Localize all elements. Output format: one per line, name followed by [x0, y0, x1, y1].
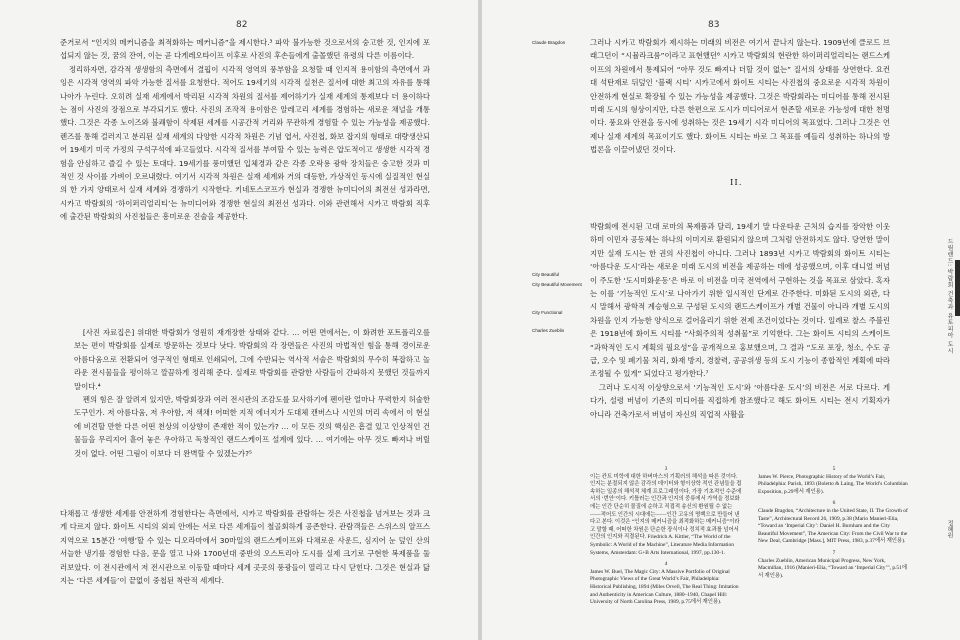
footnote-number: 7	[832, 549, 836, 556]
paragraph: 박람회에 전시된 고대 로마의 복제품과 달리, 19세기 말 다운타운 근처의 습지를 장악한 이웃하미 이민자 공동체는 하나의 이미지로 환원되지 않으며 그처럼 안전하지도 않다. 당연한 말이지만 실재 도시는 한 권의 사진첩이 아니다. 그러나 1893년 시카고 박람회의 화이트 시티는 ‘아름다운 도시’라는 새로운 미래 도시의 비전을 제공하는 데에 성공했으며, 이후 대니얼 버넘이 주도한 ‘도시미화운동’은 바로 이 비전을 미국 전역에서 구현하는 것을 목표로 삼았다. 혹자는 이를 ‘기능적인 도시’로 나아가기 위한 일시적인 단계로 간주한다. 미화된 도시의 외관, 다시 말해서 광학적 계승형으로 구성된 도시의 랜드스케이프가 개별 건물이 아니라 개별 도시의 차원을 인지 가능한 양식으로 걸어올리기 위한 전제 조건이었다는 것이다. 일례로 찰스 주블린은 1918년에 화이트 시티를 “사회주의적 성취물”로 기억한다. 그는 화이트 시티의 스케이트 “과학적인 도시 계획의 필요성”을 공개적으로 홍보했으며, 그 결과 “도로 포장, 청소, 수도 공급, 오수 및 폐기물 처리, 화재 방지, 경찰력, 공공위생 등의 도시 기능이 종합적인 계획에 따라 조정될 수 있게” 되었다고 평가한다.⁷	[590, 222, 890, 379]
footnote-text: Claude Bragdon, “Architecture in the United State, II. The Growth of Taste”, Architectural Record 26, 1909, p.38 (Mario Manieri-Elia, “Toward an ‘Imperial City’: Daniel H. Burnham and the City Beautiful Movement”, The American City: From the Civil War to the New Deal, Cambridge [Mass.], MIT Press, 1983, p.37에서 재인용).	[758, 507, 908, 545]
footnote-text: Charles Zueblin, American Municipal Progress, New York, Macmillan, 1916 (Manieri-Elia, “Toward an ‘Imperial City’”, p.51에서 재인용).	[758, 557, 907, 579]
paragraph: 정리하자면, 감각적 생생함의 측면에서 결핍이 시각적 영역의 풍부함을 요청할 때 인지적 용이함의 측면에서 과잉은 시각적 영역의 파악 가능한 질서를 요청한다. 적어도 19세기의 시각적 실천은 질서에 대한 최고의 자유를 통해 나아가 누린다. 오히려 실재 세계에서 박리된 시각적 차원의 질서를 제어하기가 실재 세계의 통제보다 더 용이하다는 점이 사진의 장점으로 부각되기도 했다. 사진의 조작적 용이함은 알레고리 세계를 경험하는 새로운 채널을 개통했다. 그것은 각종 노이즈와 불쾌함이 삭제된 세계를 시공간적 거리와 무관하게 경험할 수 있는 가능성을 제공했다. 렌즈를 통해 걸러지고 분리된 실재 세계의 다양한 시각적 차원은 기념 엽서, 사진첩, 화보 잡지의 형태로 대량생산되어 19세기 미국 가정의 구석구석에 파고들었다. 시각적 질서를 부여할 수 있는 능력은 압도적이고 생생한 시각적 경험을 안심하고 즐길 수 있는 토대다. 19세기를 풍미했던 입체경과 같은 각종 오락용 광학 장치들은 숭고한 것과 미적인 것 사이를 가벼이 오르내렸다. 여기서 시각적 차원은 실재 세계와 거의 대등한, 가상적인 동시에 실질적인 현실의 한 가지 양태로서 실재 세계와 경쟁하기 시작한다. 키네토스코프가 현실과 경쟁한 뉴미디어의 최전선 성과라면, 시카고 박람회의 ‘하이퍼리얼리티’는 뉴미디어와 경쟁한 현실의 최전선 성과다. 이와 관련해서 시카고 박람회 직후에 출간된 박람회의 사진첩들은 흥미로운 진술을 제공한다.	[60, 64, 430, 222]
footnote-number: 6	[832, 500, 836, 507]
margin-note: Claude Bragdon	[532, 40, 566, 45]
margin-note: City Beautiful	[532, 272, 560, 277]
block-quote	[74, 326, 430, 460]
left-page-number: 82	[236, 20, 248, 30]
footnote-number: 5	[832, 466, 836, 472]
quote-paragraph: 펜의 힘은 잘 알려져 있지만, 박람회장과 여러 전시관의 조감도를 묘사하기에 펜이란 얼마나 무력한지 허술한 도구인가. 저 아름다움, 저 우아함, 저 색채! 어떠한 지적 에너지가 도대체 캔버스나 시인의 머리 속에서 이 현실에 비견할 만한 다른 어떤 천상의 이상향이 존재한 적이 있는가? … 이 모든 것의 핵심은 흠결 있고 인상적인 건물들을 무리지어 흩어 놓은 우아하고 독창적인 랜드스케이프 설계에 있다. … 여기에는 아무 것도 빠져나 버릴 것이 없다. 어떤 그림이 이보다 더 완벽할 수 있겠는가?⁵	[74, 395, 430, 458]
paragraph: 준거로서 “인지의 메커니즘을 최적화하는 메커니즘”을 제시한다.³ 파악 불가능한 것으로서의 숭고한 것, 인지에 포섭되지 않는 것, 꿈의 잔여, 이는 곧 다게레오타이프 이후로 사진의 후손들에게 출몰했던 유령의 다른 이름이다.	[60, 38, 430, 61]
margin-note: City Functional	[532, 310, 563, 315]
left-page	[0, 0, 478, 640]
right-page	[482, 0, 960, 640]
quote-paragraph: [사진 자료집은] 위대한 박람회가 영원히 재개장한 상태와 같다. … 어떤 면에서는, 이 화려한 포트폴리오를 보는 편이 박람회를 실제로 방문하는 것보다 낫다. 박람회의 각 장면들은 사진의 마법적인 힘을 통해 경이로운 아름다움으로 전환되어 영구적인 형태로 인쇄되어, 그에 수반되는 역사적 서술은 박람회의 무수히 복잡하고 놀라운 전시물들을 평이하고 깔끔하게 정리해 준다. 실제로 박람회를 관람한 사람들이 간파하지 못했던 것들까지 말이다.⁴	[74, 328, 430, 391]
left-tail-text	[60, 507, 430, 587]
footnote-number: 4	[664, 561, 668, 568]
left-main-text	[60, 36, 430, 224]
margin-note: City Beautiful Movement	[532, 282, 582, 287]
running-head: 드림랜드: 박람회 건축과 유토피아 도시	[946, 238, 953, 355]
footnote-text: James W. Pierce, Photographic History of the World’s Fair, Philadelphia: Parish, 1893 (Boletto & Laing, The World’s Columbian Exposition, p.29에서 재인용).	[758, 473, 908, 495]
right-text-after-section	[590, 220, 890, 421]
running-author: 정혜원	[946, 520, 953, 538]
footnote-number: 3	[664, 466, 668, 472]
margin-note: Charles Zueblin	[532, 328, 565, 333]
paragraph: 그러나 시카고 박람회가 제시하는 미래의 비전은 여기서 끝나지 않는다. 1909년에 클로드 브래그던이 “시뮬라크룸”이라고 표현했던⁶ 시카고 박람회의 현란한 하이퍼리얼리티는 랜드스케이프의 차원에서 통제되어 “아무 것도 빠져나 더할 것이 없는” 질서의 상태를 상연한다. 요컨대 석탄재로 뒤덮인 ‘블랙 시티’ 시카고에서 화이트 시티는 사진첩의 중요로운 시각적 차원이 안전하게 현실로 확장될 수 있는 가능성을 제공했다. 그것은 박람회라는 미디어를 통해 전시된 미래 도시의 형상이지만, 다른 한편으로 도시가 미디어로서 현존할 새로운 가능성에 대한 천명이다. 풍요와 안전을 동시에 성취하는 것은 19세기 시각 미디어의 목표였다. 그러나 그것은 언제나 실재 세계의 목표이기도 했다. 화이트 시티는 바로 그 목표를 예들리 성취하는 하나의 방법론을 이끌어냈던 것이다.	[590, 38, 890, 155]
paragraph: 그러나 도시적 이상향으로서 ‘기능적인 도시’와 ‘아름다운 도시’의 비전은 서로 다르다. 게다가, 설령 버넘이 기존의 미디어를 직접하게 참조했다고 해도 화이트 시티는 전시 기획자가 아니라 건축가로서 버넘이 자신의 직업적 사활을	[590, 382, 890, 419]
footnote-column	[758, 466, 910, 584]
section-heading: II.	[730, 178, 743, 188]
footnote-column	[590, 466, 742, 611]
right-page-number: 83	[708, 20, 720, 30]
footnote-text: James W. Buel, The Magic City: A Massive Portfolio of Original Photographic Views of the Great World’s Fair, Philadelphia: Historical Publishing, 1894 (Miles Orvell, The Real Thing: Imitation and Authenticity in American Culture, 1880–1940, Chapel Hill: University of North Carolina Press, 1989, p.75에서 재인용).	[590, 568, 739, 606]
paragraph: 다채롭고 생생한 세계를 안전하게 경험한다는 측면에서, 시카고 박람회를 관람하는 것은 사진첩을 넘겨보는 것과 크게 다르지 않다. 화이트 시티의 외피 안에는 서로 다른 세계들이 철골회하게 공존한다. 관람객들은 스위스의 알프스 지역으로 15분간 ‘여행’할 수 있는 디오라마에서 30마일의 랜드스케이프와 다채로운 사운드, 심지어 눈 덮인 산의 서늘한 냉기를 경험한 다음, 문을 열고 나와 1700년대 중반의 오스트리아 도시를 실제 크기로 구현한 복제품을 둘러보았다. 이 전시관에서 저 전시관으로 이동할 때마다 세계 곳곳의 풍광들이 열리고 다시 닫힌다. 그것은 현실과 닮지는 ‘다른 세계들’이 끝없이 중첩된 착란적 세계다.	[60, 509, 430, 586]
right-text-before-section	[590, 36, 890, 157]
footnote-text: 이는 칸트 미학에 대한 하버마스의 기획러의 해석을 따른 것이다. 인지는 분절되지 않은 감각의 데이터와 형이상학 적인 관념들을 접속하는 일종의 해석적 체계 프로그래밍이다, 가장 기초적인 수준에서의 ‘번안’이다. 키틀러는 인간과 인지의 중류에서 가역을 정보화에는 인간 단순히 물질에 순하고 직접적 송신의 환원될 수 없는——적어도 인간의 시대에는——인간 고유의 명백으로 만들어 낸다고 본다. 이것은 “인지의 메커니즘을 최적화하는 메커니즘”이라고 말할 때, 어떠한 차원은 단순한 장식이나 정치적 효과를 넘어서 인간의 인지와 직결된다. Friedrich A. Kittler, “The World of the Symbolic: A World of the Machine”, Literature Media Information Systems, Amsterdam: G+B Arts International, 1997, pp.130-1.	[590, 473, 742, 556]
running-head-tab-marker	[955, 260, 960, 316]
